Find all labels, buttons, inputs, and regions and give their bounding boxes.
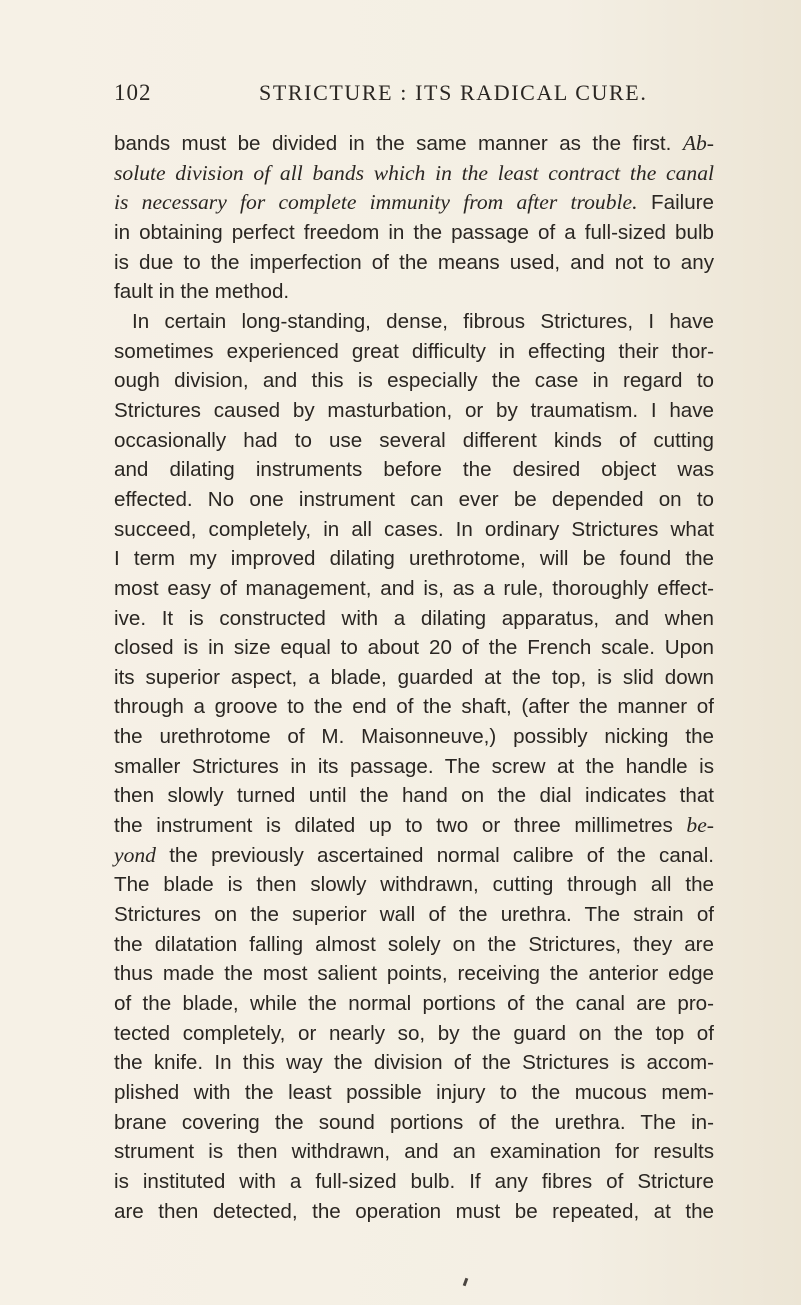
ink-mark [463, 1278, 469, 1287]
page-header [114, 80, 684, 112]
text-line [114, 663, 714, 693]
text-line [114, 900, 714, 930]
page-number: 102 [114, 80, 152, 105]
italic-text: yond [114, 842, 156, 867]
text-line [114, 1108, 714, 1138]
text-line [114, 396, 714, 426]
line-text: the dilatation falling almost solely on the Strictures, they are [114, 932, 714, 956]
line-text: most easy of management, and is, as a rule, thoroughly effect- [114, 576, 714, 600]
line-text: is instituted with a full-sized bulb. If any fibres of Stricture [114, 1169, 714, 1193]
text-line [114, 692, 714, 722]
line-text: its superior aspect, a blade, guarded at the top, is slid down [114, 665, 714, 689]
line-text: through a groove to the end of the shaft, (after the manner of [114, 695, 714, 719]
text-line [114, 218, 714, 248]
text-line [114, 959, 714, 989]
line-text: are then detected, the operation must be repeated, at the [114, 1199, 714, 1223]
line-text: succeed, completely, in all cases. In ordinary Strictures what [114, 517, 714, 541]
text-line [114, 129, 714, 159]
text-line [114, 307, 714, 337]
italic-text: be- [686, 813, 714, 838]
text-line [114, 633, 714, 663]
line-text: fault in the method. [114, 280, 290, 304]
line-text: effected. No one instrument can ever be depended on to [114, 487, 714, 511]
line-text: is due to the imperfection of the means used, and not to any [114, 250, 714, 274]
text-line [114, 841, 714, 871]
text-line [114, 1137, 714, 1167]
line-text: bands must be divided in the same manner as the first. [114, 132, 683, 155]
text-line [114, 870, 714, 900]
line-text: ive. It is constructed with a dilating apparatus, and when [114, 606, 714, 630]
line-text: the previously ascertained normal calibre of the canal. [155, 843, 714, 867]
line-text: in obtaining perfect freedom in the passage of a full-sized bulb [114, 220, 714, 244]
text-line [114, 574, 714, 604]
line-text: of the blade, while the normal portions of the canal are pro- [114, 992, 714, 1016]
text-line [114, 752, 714, 782]
text-line [114, 930, 714, 960]
text-line [114, 811, 714, 841]
italic-text: solute division of all bands which in the least contract the canal [114, 160, 714, 185]
line-text: the instrument is dilated up to two or three millimetres [114, 814, 687, 838]
text-line [114, 426, 714, 456]
line-text: closed is in size equal to about 20 of the French scale. Upon [114, 636, 714, 660]
italic-text: is necessary for complete immunity from after trouble. [114, 190, 638, 215]
line-text: occasionally had to use several different kinds of cutting [114, 428, 714, 452]
line-text: The blade is then slowly withdrawn, cutting through all the [114, 873, 714, 897]
text-line [114, 188, 714, 218]
line-text: the urethrotome of M. Maisonneuve,) possibly nicking the [114, 725, 714, 749]
text-line [114, 485, 714, 515]
text-line [114, 159, 714, 189]
line-text: Failure [637, 191, 714, 215]
text-line [114, 1078, 714, 1108]
line-text: brane covering the sound portions of the urethra. The in- [114, 1110, 714, 1134]
line-text: the knife. In this way the division of the Strictures is accom- [114, 1051, 714, 1075]
text-line [114, 337, 714, 367]
text-line [114, 248, 714, 278]
text-line [114, 604, 714, 634]
italic-text: Ab- [682, 131, 714, 155]
line-text: In certain long-standing, dense, fibrous Strictures, I have [132, 309, 714, 333]
text-line [114, 722, 714, 752]
text-line [114, 1197, 714, 1227]
text-line [114, 1019, 714, 1049]
body-text [114, 129, 714, 1226]
text-line [114, 781, 714, 811]
line-text: then slowly turned until the hand on the dial indicates that [114, 784, 714, 808]
line-text: I term my improved dilating urethrotome, will be found the [114, 547, 714, 571]
text-line [114, 1048, 714, 1078]
line-text: ough division, and this is especially the case in regard to [114, 369, 714, 393]
text-line [114, 455, 714, 485]
text-line [114, 515, 714, 545]
line-text: sometimes experienced great difficulty in effecting their thor- [114, 339, 714, 363]
text-line [114, 366, 714, 396]
line-text: Strictures caused by masturbation, or by traumatism. I have [114, 398, 714, 422]
running-head: STRICTURE : ITS RADICAL CURE. [259, 80, 648, 105]
line-text: tected completely, or nearly so, by the guard on the top of [114, 1021, 714, 1045]
line-text: and dilating instruments before the desired object was [114, 458, 714, 482]
line-text: thus made the most salient points, receiving the anterior edge [114, 962, 714, 986]
line-text: plished with the least possible injury to the mucous mem- [114, 1081, 714, 1104]
line-text: smaller Strictures in its passage. The screw at the handle is [114, 754, 714, 778]
line-text: Strictures on the superior wall of the urethra. The strain of [114, 903, 714, 927]
text-line [114, 277, 714, 307]
text-line [114, 989, 714, 1019]
line-text: strument is then withdrawn, and an examination for results [114, 1140, 714, 1164]
text-line [114, 1167, 714, 1197]
text-line [114, 544, 714, 574]
